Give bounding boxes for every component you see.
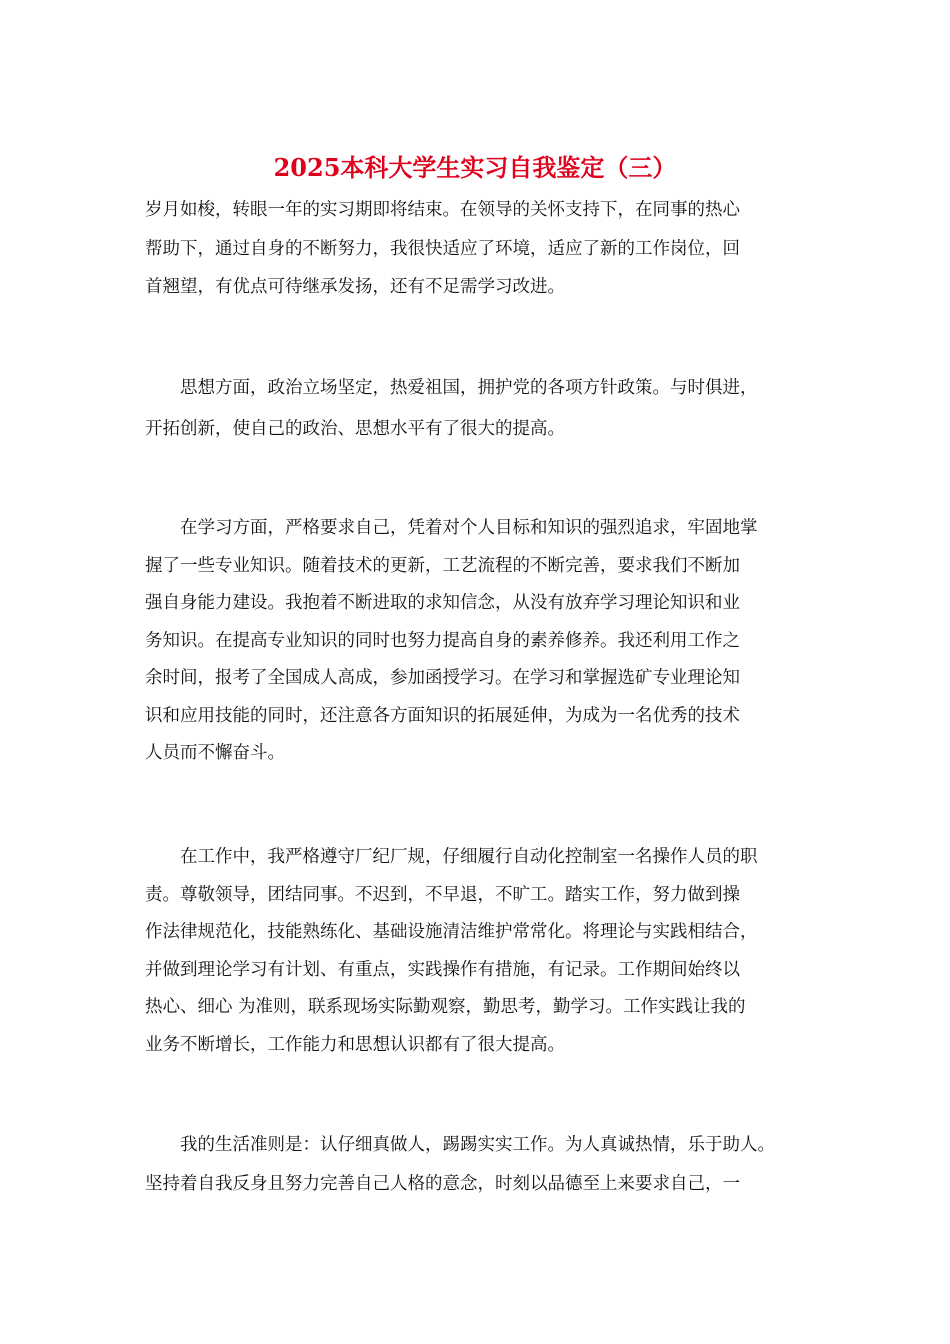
paragraph-line: 作法律规范化，技能熟练化、基础设施清洁维护常常化。将理论与实践相结合， [145, 922, 758, 942]
paragraph-line: 坚持着自我反身且努力完善自己人格的意念，时刻以品德至上来要求自己，一 [145, 1173, 740, 1194]
paragraph-line: 责。尊敬领导，团结同事。不迟到，不早退，不旷工。踏实工作，努力做到操 [145, 884, 740, 905]
paragraph-line: 开拓创新，使自己的政治、思想水平有了很大的提高。 [145, 419, 565, 439]
document-title: 2025本科大学生实习自我鉴定（三） [273, 153, 677, 182]
paragraph-line: 人员而不懈奋斗。 [145, 743, 285, 763]
paragraph-line: 思想方面，政治立场坚定，热爱祖国，拥护党的各项方针政策。与时俱进， [145, 378, 758, 398]
paragraph-line: 识和应用技能的同时，还注意各方面知识的拓展延伸，为成为一名优秀的技术 [145, 705, 740, 726]
paragraph-line: 在工作中，我严格遵守厂纪厂规，仔细履行自动化控制室一名操作人员的职 [145, 847, 758, 867]
paragraph-line: 首翘望，有优点可待继承发扬，还有不足需学习改进。 [145, 277, 565, 297]
paragraph-line: 务知识。在提高专业知识的同时也努力提高自身的素养修养。我还利用工作之 [145, 630, 740, 651]
paragraph-line: 握了一些专业知识。随着技术的更新，工艺流程的不断完善，要求我们不断加 [145, 555, 740, 576]
paragraph-study [145, 510, 810, 773]
paragraph-line: 在学习方面，严格要求自己，凭着对个人目标和知识的强烈追求，牢固地掌 [145, 518, 758, 538]
paragraph-ideology [145, 368, 810, 450]
paragraph-line: 我的生活准则是：认仔细真做人，踢踢实实工作。为人真诚热情，乐于助人。 [145, 1135, 775, 1155]
paragraph-line: 帮助下，通过自身的不断努力，我很快适应了环境，适应了新的工作岗位，回 [145, 238, 740, 259]
paragraph-line: 热心、细心 为准则，联系现场实际勤观察，勤思考，勤学习。工作实践让我的 [145, 997, 746, 1017]
paragraph-intro [145, 191, 810, 307]
paragraph-work [145, 839, 810, 1064]
paragraph-line: 岁月如梭，转眼一年的实习期即将结束。在领导的关怀支持下，在同事的热心 [145, 200, 740, 220]
paragraph-line: 并做到理论学习有计划、有重点，实践操作有措施，有记录。工作期间始终以 [145, 959, 740, 980]
paragraph-line: 余时间，报考了全国成人高成，参加函授学习。在学习和掌握选矿专业理论知 [145, 668, 740, 688]
paragraph-life [145, 1126, 810, 1203]
paragraph-line: 强自身能力建设。我抱着不断进取的求知信念，从没有放弃学习理论知识和业 [145, 593, 740, 613]
paragraph-line: 业务不断增长，工作能力和思想认识都有了很大提高。 [145, 1034, 565, 1055]
